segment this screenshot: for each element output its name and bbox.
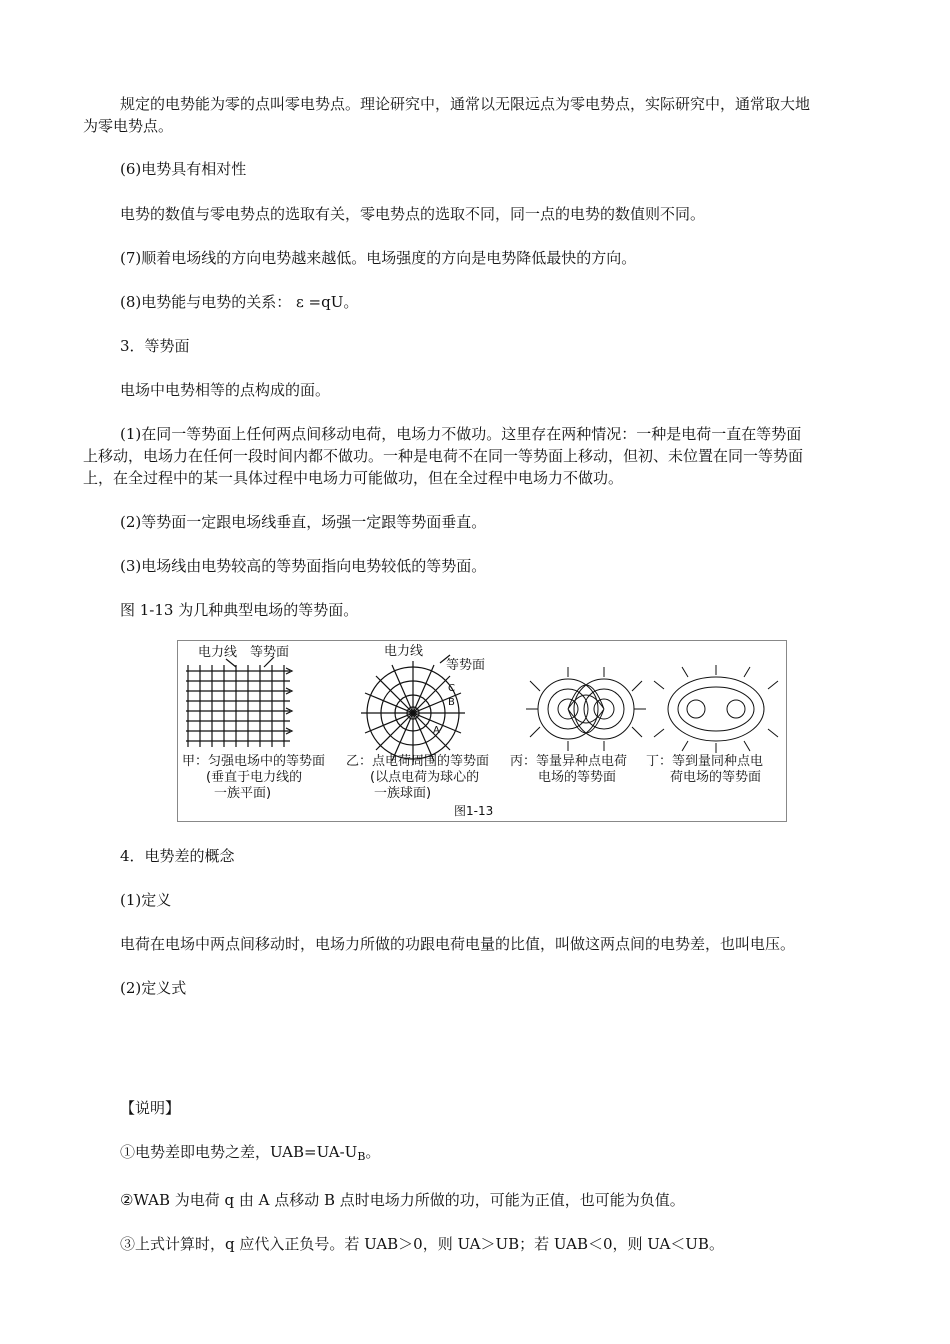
para-zero-potential-2: 为零电势点。 bbox=[83, 117, 174, 135]
caption-b-line2: (以点电荷为球心的 bbox=[370, 770, 480, 785]
heading-equipotential: 3．等势面 bbox=[120, 337, 190, 355]
figure-equipotential-surfaces bbox=[177, 640, 787, 822]
label-equipotential-a: 等势面 bbox=[250, 645, 290, 660]
label-equipotential-b: 等势面 bbox=[446, 658, 486, 673]
para-high-to-low: (3)电场线由电势较高的等势面指向电势较低的等势面。 bbox=[120, 557, 487, 575]
caption-c-line1: 丙：等量异种点电荷 bbox=[510, 754, 628, 769]
note-1-text: ①电势差即电势之差，UAB=UA-U bbox=[120, 1143, 358, 1161]
opposite-charges-diagram bbox=[526, 667, 646, 751]
note-1-end: 。 bbox=[365, 1143, 381, 1161]
para-no-work-2: 上移动，电场力在任何一段时间内都不做功。一种是电荷不在同一等势面上移动，但初、未位置在同一等势面 bbox=[83, 447, 804, 465]
figure-drawing bbox=[178, 641, 786, 821]
caption-a-line1: 甲：匀强电场中的等势面 bbox=[182, 754, 326, 769]
caption-d-line2: 荷电场的等势面 bbox=[670, 770, 762, 785]
uniform-field-grid bbox=[186, 657, 292, 747]
heading-definition: (1)定义 bbox=[120, 891, 172, 909]
point-b-label: B bbox=[448, 697, 455, 708]
heading-relativity: (6)电势具有相对性 bbox=[120, 160, 247, 178]
para-equipotential-def: 电场中电势相等的点构成的面。 bbox=[120, 381, 331, 399]
para-figure-intro: 图 1-13 为几种典型电场的等势面。 bbox=[120, 601, 359, 619]
note-1-subscript: B bbox=[357, 1150, 366, 1163]
para-no-work-1: (1)在同一等势面上任何两点间移动电荷，电场力不做功。这里存在两种情况：一种是电荷一直在等势面 bbox=[120, 425, 802, 443]
heading-notes: 【说明】 bbox=[120, 1099, 181, 1117]
para-energy-potential: (8)电势能与电势的关系： ε =qU。 bbox=[120, 293, 359, 311]
para-definition: 电荷在电场中两点间移动时，电场力所做的功跟电荷电量的比值，叫做这两点间的电势差，也叫电压。 bbox=[120, 935, 796, 953]
note-1 bbox=[120, 1141, 380, 1168]
label-field-line-b: 电力线 bbox=[384, 644, 424, 659]
para-no-work-3: 上，在全过程中的某一具体过程中电场力可能做功，但在全过程中电场力不做功。 bbox=[83, 469, 624, 487]
caption-c-line2: 电场的等势面 bbox=[538, 770, 617, 785]
point-a-label: A bbox=[433, 725, 440, 736]
note-3: ③上式计算时，q 应代入正负号。若 UAB＞0，则 UA＞UB；若 UAB＜0，则 UA＜UB。 bbox=[120, 1235, 724, 1253]
para-relativity: 电势的数值与零电势点的选取有关，零电势点的选取不同，同一点的电势的数值则不同。 bbox=[120, 205, 706, 223]
heading-formula: (2)定义式 bbox=[120, 979, 187, 997]
caption-a-line2: (垂直于电力线的 bbox=[206, 770, 303, 785]
point-c-label: C bbox=[448, 683, 455, 694]
note-2: ②WAB 为电荷 q 由 A 点移动 B 点时电场力所做的功，可能为正值，也可能为负值。 bbox=[120, 1191, 685, 1209]
para-zero-potential-1: 规定的电势能为零的点叫零电势点。理论研究中，通常以无限远点为零电势点，实际研究中，通常取大地 bbox=[120, 95, 811, 113]
heading-potential-difference: 4．电势差的概念 bbox=[120, 847, 235, 865]
para-perpendicular: (2)等势面一定跟电场线垂直，场强一定跟等势面垂直。 bbox=[120, 513, 487, 531]
figure-number: 图1-13 bbox=[454, 804, 494, 818]
label-field-line-a: 电力线 bbox=[198, 645, 238, 660]
caption-d-line1: 丁：等到量同种点电 bbox=[646, 754, 764, 769]
caption-b-line1: 乙：点电荷周围的等势面 bbox=[346, 754, 490, 769]
caption-b-line3: 一族球面) bbox=[374, 786, 432, 801]
caption-a-line3: 一族平面) bbox=[214, 786, 272, 801]
para-field-direction: (7)顺着电场线的方向电势越来越低。电场强度的方向是电势降低最快的方向。 bbox=[120, 249, 637, 267]
like-charges-diagram bbox=[654, 665, 778, 753]
